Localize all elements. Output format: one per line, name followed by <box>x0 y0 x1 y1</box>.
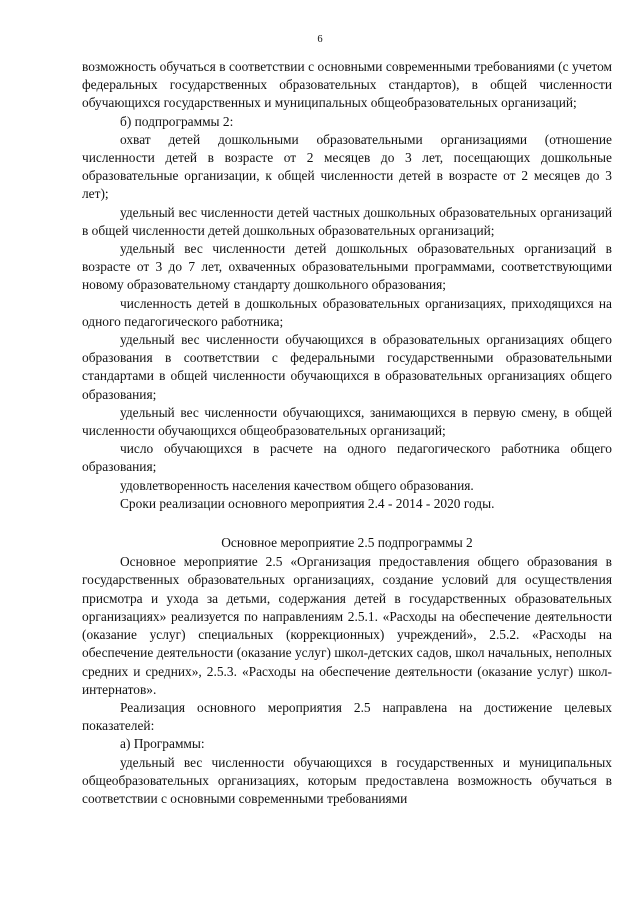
page-number: 6 <box>317 34 323 45</box>
paragraph-continuation: возможность обучаться в соответствии с основными современными требованиями (с учетом федеральных государственных образовательных стандартов), в общей численности обучающихся государственных и муниципальных общеобразовательных организаций; <box>82 59 612 111</box>
paragraph-indicator: удельный вес численности обучающихся в образовательных организациях общего образования в соответствии с федеральными государственными образовательными стандартами в общей численности обучающихся в образовательных организациях общего образования; <box>82 332 612 402</box>
paragraph-indicator: численность детей в дошкольных образовательных организациях, приходящихся на одного педагогического работника; <box>82 295 612 329</box>
paragraph-indicator: число обучающихся в расчете на одного педагогического работника общего образования; <box>82 441 612 475</box>
paragraph-measure-description: Основное мероприятие 2.5 «Организация предоставления общего образования в государственных образовательных организациях, создание условий для осуществления присмотра и ухода за детьми, содержания детей в государственных образовательных организациях» реализуется по направлениям 2.5.1. «Расходы на обеспечение деятельности (оказание услуг) специальных (коррекционных) учреждений», 2.5.2. «Расходы на обеспечение деятельности (оказание услуг) школ-детских садов, школ начальных, неполных средних и средних», 2.5.3. «Расходы на обеспечение деятельности (оказание услуг) школ-интернатов». <box>82 554 612 697</box>
paragraph-indicator: удовлетворенность населения качеством общего образования. <box>120 477 474 493</box>
paragraph-goal: Реализация основного мероприятия 2.5 направлена на достижение целевых показателей: <box>82 699 612 734</box>
paragraph-timeline: Сроки реализации основного мероприятия 2.4 - 2014 - 2020 годы. <box>120 495 495 511</box>
paragraph-program-label: а) Программы: <box>120 736 205 752</box>
paragraph-indicator: удельный вес численности детей частных дошкольных образовательных организаций в общей численности детей дошкольных образовательных организаций; <box>82 204 612 238</box>
paragraph-indicator: удельный вес численности обучающихся в государственных и муниципальных общеобразовательных организациях, которым предоставлена возможность обучаться в соответствии с основными современными требованиями <box>82 754 612 806</box>
paragraph-indicator: удельный вес численности детей дошкольных образовательных организаций в возрасте от 3 до 7 лет, охваченных образовательными программами, соответствующими новому образовательному стандарту дошкольного образования; <box>82 241 612 293</box>
paragraph-indicator: удельный вес численности обучающихся, занимающихся в первую смену, в общей численности обучающихся общеобразовательных организаций; <box>82 404 612 439</box>
section-heading: Основное мероприятие 2.5 подпрограммы 2 <box>221 535 473 551</box>
document-body <box>82 58 612 808</box>
paragraph-indicator: охват детей дошкольными образовательными организациями (отношение численности детей в возрасте от 2 месяцев до 3 лет, посещающих дошкольные образовательные организации, к общей численности детей в возрасте от 2 месяцев до 3 лет); <box>82 131 612 202</box>
paragraph-subprogram-2-label: б) подпрограммы 2: <box>120 113 234 129</box>
